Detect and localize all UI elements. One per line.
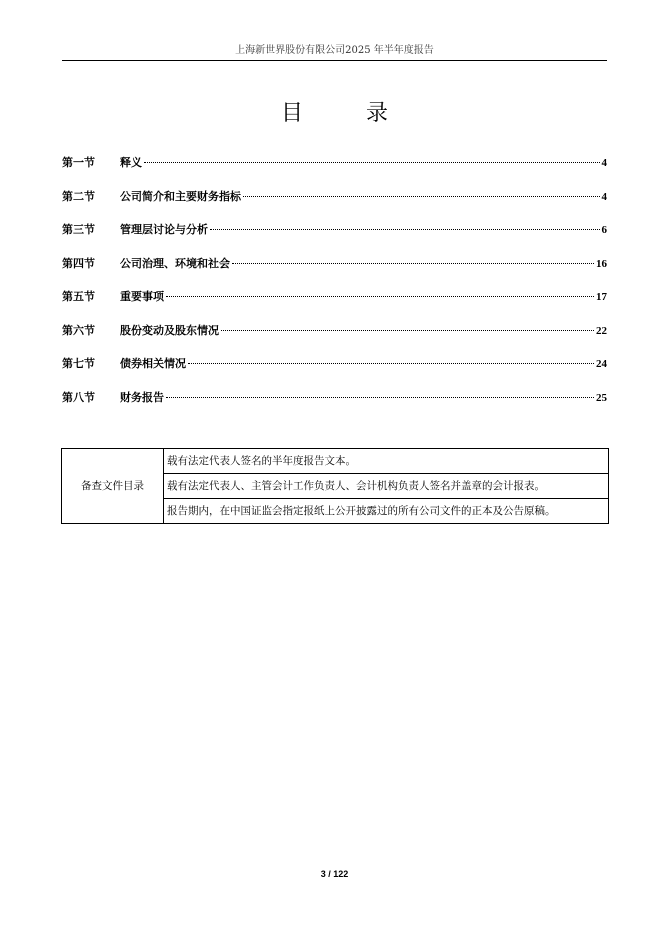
toc-leader-dots <box>166 397 594 398</box>
reference-document-item: 载有法定代表人、主管会计工作负责人、会计机构负责人签名并盖章的会计报表。 <box>164 474 609 499</box>
toc-leader-dots <box>188 363 594 364</box>
toc-page-number: 16 <box>596 257 607 270</box>
toc-entry-5[interactable] <box>62 289 607 323</box>
toc-leader-dots <box>243 196 600 197</box>
toc-entry-8[interactable] <box>62 390 607 424</box>
toc-section-number: 第五节 <box>62 290 95 303</box>
page-title: 目 录 <box>281 101 416 126</box>
toc-section-number: 第三节 <box>62 223 95 236</box>
toc-page-number: 6 <box>601 224 607 236</box>
page-number-footer: 3 / 122 <box>320 869 349 879</box>
toc-leader-dots <box>166 296 594 297</box>
toc-section-title: 重要事项 <box>120 290 164 303</box>
toc-entry-7[interactable] <box>62 356 607 390</box>
toc-page-number: 17 <box>596 291 607 303</box>
toc-section-title: 释义 <box>120 156 142 169</box>
toc-section-title: 公司简介和主要财务指标 <box>120 189 241 203</box>
header-divider <box>62 60 607 61</box>
toc-entry-6[interactable] <box>62 323 607 357</box>
toc-entry-1[interactable] <box>62 155 607 189</box>
toc-leader-dots <box>221 330 594 331</box>
reference-documents-table <box>61 448 609 524</box>
toc-entry-3[interactable] <box>62 222 607 256</box>
reference-document-item: 载有法定代表人签名的半年度报告文本。 <box>164 449 609 474</box>
toc-section-number: 第六节 <box>62 323 95 337</box>
toc-section-number: 第七节 <box>62 357 95 370</box>
toc-page-number: 25 <box>596 391 607 404</box>
toc-section-number: 第八节 <box>62 390 95 404</box>
reference-document-item: 报告期内，在中国证监会指定报纸上公开披露过的所有公司文件的正本及公告原稿。 <box>164 499 609 524</box>
toc-leader-dots <box>232 263 594 264</box>
toc-section-number: 第一节 <box>62 156 95 169</box>
toc-section-title: 财务报告 <box>120 390 164 404</box>
page-header: 上海新世界股份有限公司2025 年半年度报告 <box>235 45 434 56</box>
toc-entry-2[interactable] <box>62 189 607 223</box>
table-of-contents <box>62 155 607 423</box>
toc-section-title: 管理层讨论与分析 <box>120 223 208 236</box>
toc-page-number: 4 <box>601 157 607 169</box>
reference-documents-heading: 备查文件目录 <box>62 449 164 524</box>
toc-section-title: 债券相关情况 <box>120 357 186 370</box>
toc-section-title: 公司治理、环境和社会 <box>120 256 230 270</box>
toc-page-number: 22 <box>596 324 607 337</box>
toc-leader-dots <box>210 229 600 230</box>
toc-page-number: 4 <box>601 190 607 203</box>
toc-leader-dots <box>144 162 600 163</box>
toc-section-title: 股份变动及股东情况 <box>120 323 219 337</box>
toc-section-number: 第二节 <box>62 189 95 203</box>
toc-page-number: 24 <box>596 358 607 370</box>
toc-section-number: 第四节 <box>62 256 95 270</box>
toc-entry-4[interactable] <box>62 256 607 290</box>
table-row <box>62 449 609 474</box>
